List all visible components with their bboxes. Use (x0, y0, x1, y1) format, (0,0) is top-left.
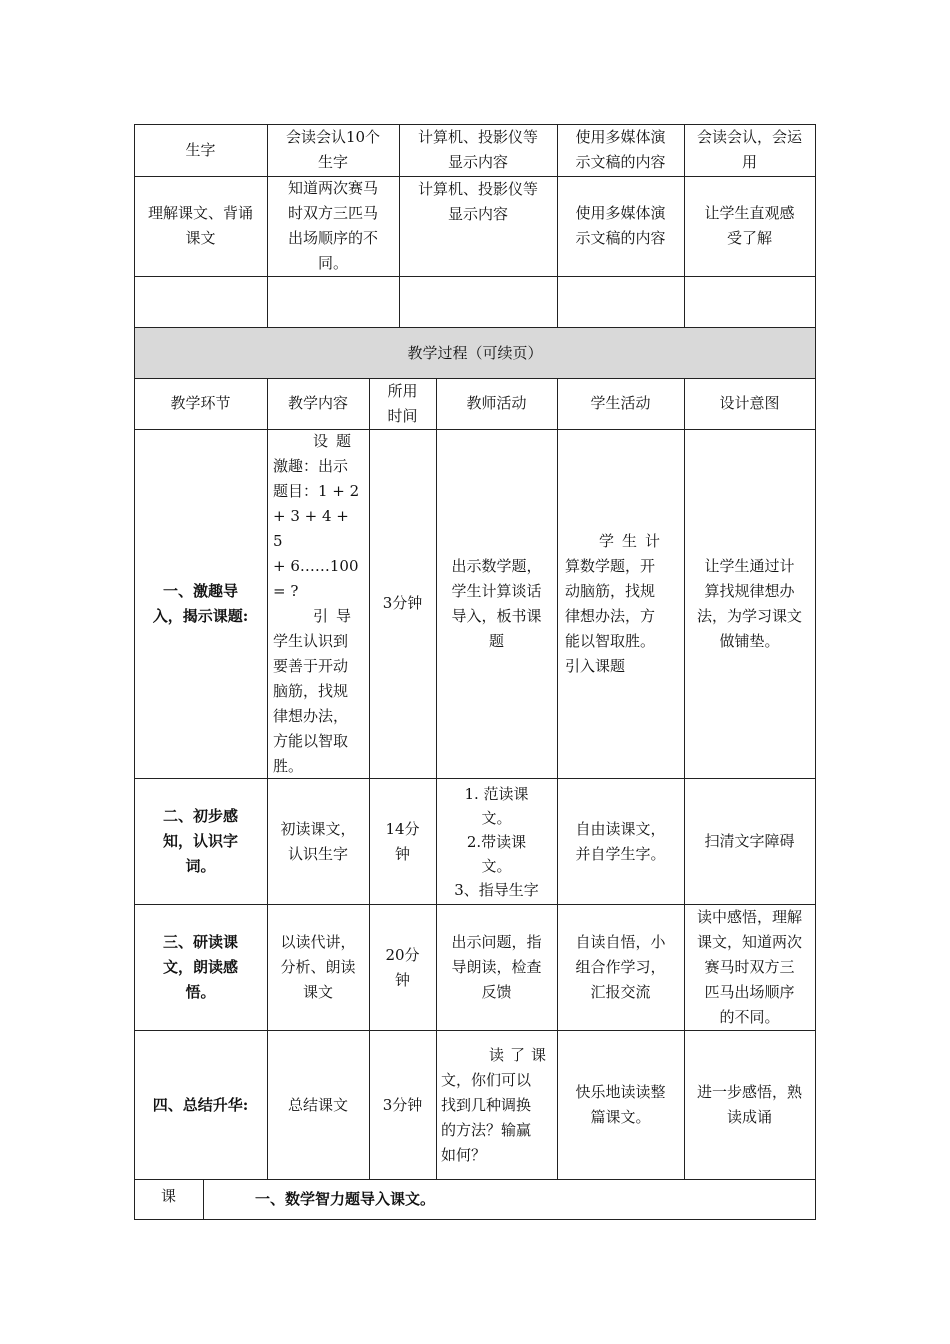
intent-cell (684, 905, 815, 1030)
content-line: 学生认识到 (273, 631, 349, 650)
content-cell (267, 429, 369, 778)
teacher-line: 2.带读课 (466, 832, 527, 851)
student-cell (557, 905, 684, 1030)
resource-tools-line: 显示内容 (447, 205, 508, 223)
bottom-label-cell (134, 1180, 203, 1219)
resource-subject: 理解课文、背诵课文 (147, 204, 253, 247)
teacher-line: 如何？ (441, 1145, 487, 1164)
resource-goal-cell (267, 124, 399, 176)
resource-subject: 生字 (185, 140, 216, 159)
content-line: 要善于开动 (273, 656, 349, 675)
resource-method-line: 示文稿的内容 (575, 229, 666, 247)
student-line: 学生计 (598, 531, 668, 550)
time-text: 20分钟 (385, 945, 420, 989)
header-teacher (436, 378, 557, 429)
teacher-cell (436, 429, 557, 778)
time-cell (369, 905, 436, 1030)
header-student-text: 学生活动 (590, 394, 651, 412)
header-teacher-text: 教师活动 (466, 394, 527, 412)
time-text: 3分钟 (382, 594, 423, 612)
intent-line: 进一步感悟，熟 (696, 1083, 802, 1101)
student-line: 快乐地读读整 (575, 1083, 666, 1101)
content-line: 课文 (302, 983, 333, 1001)
teacher-cell (436, 905, 557, 1030)
resource-intent-line: 受了解 (726, 229, 772, 247)
process-title-text: 教学过程（可续页） (407, 343, 543, 362)
header-stage-text: 教学环节 (170, 394, 231, 412)
teacher-line: 学生计算谈话 (451, 581, 542, 600)
student-line: 算数学题，开 (565, 556, 656, 575)
teacher-line: 找到几种调换 (441, 1095, 532, 1114)
resource-tools-cell (399, 124, 557, 176)
intent-cell (684, 779, 815, 904)
header-time (369, 378, 436, 429)
time-cell (369, 429, 436, 778)
resource-method-line: 使用多媒体演 (575, 128, 666, 146)
content-line: + 6……100 (273, 556, 359, 575)
bottom-label: 课 (160, 1187, 176, 1205)
resource-method-cell (557, 176, 684, 276)
content-line: 以读代讲， (280, 933, 356, 951)
header-content-text: 教学内容 (287, 394, 348, 412)
resource-goal-line: 会读会认10个 (285, 128, 381, 146)
teacher-line: 出示问题，指 (451, 933, 542, 951)
content-line: 认识生字 (287, 844, 348, 863)
resource-intent-line: 用 (741, 153, 757, 171)
content-line: = ? (273, 581, 299, 600)
teacher-line: 导朗读，检查 (451, 958, 542, 976)
intent-line: 课文，知道两次 (696, 933, 802, 951)
content-line: 胜。 (273, 756, 304, 775)
student-line: 自读自悟，小 (575, 933, 666, 951)
content-cell (267, 905, 369, 1030)
content-line: 激趣：出示 (273, 456, 349, 475)
stage-text: 一、激趣导入，揭示课题: (152, 581, 249, 625)
student-line: 组合作学习， (575, 958, 666, 976)
teacher-line: 文。 (481, 856, 512, 875)
resource-tools-line: 显示内容 (447, 153, 508, 171)
student-cell (557, 429, 684, 778)
intent-cell (684, 429, 815, 778)
student-line: 篇课文。 (590, 1108, 651, 1126)
intent-line: 扫清文字障碍 (704, 832, 795, 850)
lesson-plan-table (134, 124, 816, 1220)
resource-goal-cell (267, 176, 399, 276)
header-intent (684, 378, 815, 429)
stage-cell (134, 1031, 267, 1179)
teacher-line: 反馈 (481, 983, 512, 1001)
student-line: 引入课题 (565, 656, 626, 675)
teacher-cell (436, 779, 557, 904)
intent-line: 赛马时双方三 (704, 958, 795, 976)
content-line: 题目：1 + 2 (273, 481, 360, 500)
resource-goal-line: 时双方三匹马 (287, 204, 378, 222)
intent-line: 做铺垫。 (719, 631, 780, 650)
intent-line: 读成诵 (726, 1108, 772, 1126)
intent-line: 的不同。 (719, 1008, 780, 1026)
student-line: 动脑筋，找规 (565, 581, 656, 600)
student-line: 并自学生字。 (575, 844, 666, 863)
header-content (267, 378, 369, 429)
content-line: 脑筋，找规 (273, 681, 349, 700)
content-cell (267, 1031, 369, 1179)
resource-intent-line: 会读会认，会运 (696, 128, 802, 146)
content-line: 律想办法， (273, 706, 349, 725)
intent-line: 读中感悟，理解 (696, 908, 802, 926)
teacher-line: 出示数学题， (451, 556, 542, 575)
resource-tools-line: 计算机、投影仪等 (417, 128, 538, 146)
resource-method-cell (557, 124, 684, 176)
teacher-cell (436, 1031, 557, 1179)
content-line: 总结课文 (287, 1095, 348, 1114)
resource-tools-cell (399, 176, 557, 276)
stage-text: 四、总结升华: (152, 1095, 249, 1114)
stage-text: 二、初步感知，认识字词。 (162, 807, 238, 875)
header-student (557, 378, 684, 429)
student-line: 自由读课文， (575, 819, 666, 838)
teacher-line: 题 (488, 631, 504, 650)
resource-method-line: 示文稿的内容 (575, 153, 666, 171)
intent-line: 算找规律想办 (704, 581, 795, 600)
stage-text: 三、研读课文，朗读感悟。 (162, 933, 238, 1001)
header-stage (134, 378, 267, 429)
time-cell (369, 779, 436, 904)
header-intent-text: 设计意图 (719, 394, 780, 412)
content-line: 设题 (312, 431, 359, 450)
intent-cell (684, 1031, 815, 1179)
student-line: 汇报交流 (590, 983, 651, 1001)
content-line: 引导 (312, 606, 359, 625)
student-line: 律想办法，方 (565, 606, 656, 625)
teacher-line: 文，你们可以 (441, 1070, 532, 1089)
resource-tools-line: 计算机、投影仪等 (417, 180, 538, 198)
student-cell (557, 779, 684, 904)
teacher-line: 导入，板书课 (451, 606, 542, 625)
resource-goal-line: 知道两次赛马 (287, 179, 378, 197)
content-line: 分析、朗读 (280, 958, 356, 976)
student-line: 能以智取胜。 (565, 631, 656, 650)
resource-intent-cell (684, 176, 815, 276)
intent-line: 让学生通过计 (704, 556, 795, 575)
intent-line: 法，为学习课文 (696, 606, 802, 625)
content-line: + 3 + 4 + 5 (273, 506, 349, 550)
time-text: 3分钟 (382, 1095, 423, 1114)
stage-cell (134, 779, 267, 904)
teacher-line: 读了课 (488, 1045, 552, 1064)
resource-intent-line: 让学生直观感 (704, 204, 795, 222)
resource-subject-cell (134, 124, 267, 176)
resource-intent-cell (684, 124, 815, 176)
teacher-line: 文。 (481, 808, 512, 827)
stage-cell (134, 905, 267, 1030)
process-title (134, 328, 816, 378)
teacher-line: 1. 范读课 (464, 784, 529, 803)
time-cell (369, 1031, 436, 1179)
content-cell (267, 779, 369, 904)
stage-cell (134, 429, 267, 778)
content-line: 初读课文， (280, 819, 356, 838)
resource-goal-line: 出场顺序的不 (287, 229, 378, 247)
resource-goal-line: 生字 (317, 153, 348, 171)
teacher-line: 3、指导生字 (454, 880, 539, 899)
content-line: 方能以智取 (273, 731, 349, 750)
time-text: 14分钟 (385, 819, 420, 863)
resource-goal-line: 同。 (317, 254, 348, 272)
header-time-text: 所用时间 (387, 381, 418, 425)
intent-line: 匹马出场顺序 (704, 983, 795, 1001)
resource-method-line: 使用多媒体演 (575, 204, 666, 222)
bottom-text: 一、数学智力题导入课文。 (255, 1190, 436, 1208)
teacher-line: 的方法？输赢 (441, 1120, 532, 1139)
student-cell (557, 1031, 684, 1179)
bottom-text-cell (203, 1180, 815, 1219)
resource-subject-cell (134, 176, 267, 276)
